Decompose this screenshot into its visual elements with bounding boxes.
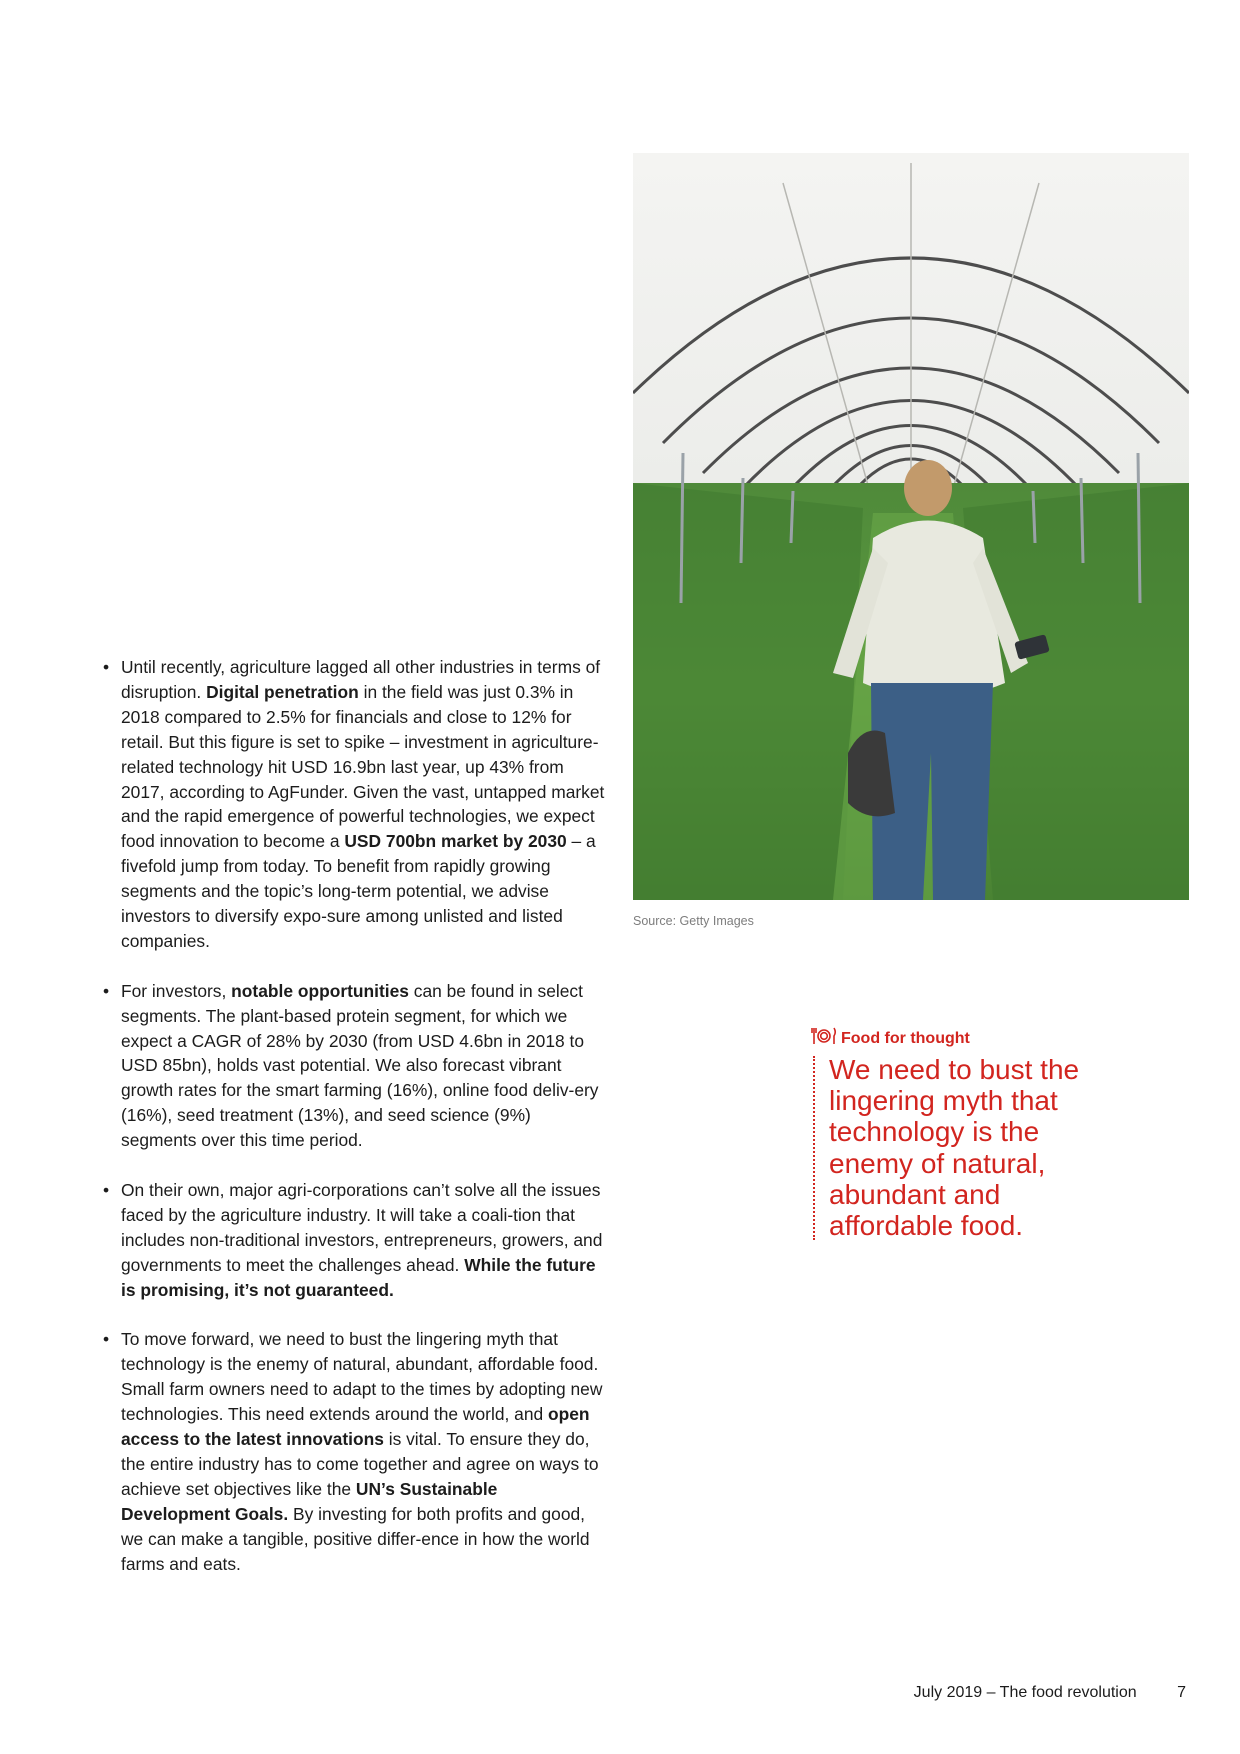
bullet-item: [100, 655, 610, 954]
bullet-dot: •: [103, 1180, 110, 1200]
text-segment: On their own, major agri-corporations can’t solve all the issues faced by the agriculture industry. It will take a coali-tion that includes non-traditional investors, entrepreneurs, growers, and governments to meet the challenges ahead.: [121, 1180, 603, 1275]
quote-heading-label: Food for thought: [841, 1029, 970, 1047]
text-segment: For investors,: [121, 980, 232, 1001]
quote-dotted-rule: [813, 1056, 815, 1240]
text-segment: can be found in select segments. The plant-based protein segment, for which we expect a CAGR of 28% by 2030 (from USD 4.6bn in 2018 to USD 85bn), holds vast potential. We also forecast vibrant growth rates for the smart farming (16%), online food deliv-ery (16%), seed treatment (13%), and seed science (9%) segments over this time period.: [121, 980, 599, 1151]
text-segment: By investing for both profits and good, we can make a tangible, positive differ-ence in how the world farms and eats.: [121, 1503, 590, 1574]
bullet-list: [100, 655, 610, 1601]
bullet-dot: •: [103, 657, 110, 677]
greenhouse-illustration: [633, 153, 1189, 900]
bold-segment: While the future is promising, it’s not guaranteed.: [121, 1254, 596, 1300]
bullet-dot: •: [103, 1329, 110, 1350]
bullet-text: [121, 1180, 602, 1300]
bullet-text: [121, 981, 598, 1150]
quote-heading: [811, 1027, 970, 1050]
bold-segment: notable opportunities: [231, 980, 409, 1001]
photo-caption: Source: Getty Images: [633, 914, 754, 928]
bold-segment: USD 700bn market by 2030: [344, 831, 567, 852]
pull-quote: We need to bust the lingering myth that technology is the enemy of natural, abundant and affordable food.: [829, 1054, 1080, 1242]
bullet-item: [100, 1178, 610, 1303]
text-segment: in the field was just 0.3% in 2018 compared to 2.5% for financials and close to 12% for retail. But this figure is set to spike – investment in agriculture-related technology hit USD 16.9bn last year, up 43% from 2017, according to AgFunder. Given the vast, untapped market and the rapid emergence of powerful technologies, we expect food innovation to become a: [121, 681, 605, 852]
bold-segment: UN’s Sustainable Development Goals.: [121, 1478, 498, 1524]
bold-segment: Digital penetration: [206, 681, 359, 702]
text-segment: Until recently, agriculture lagged all other industries in terms of disruption.: [121, 657, 601, 702]
bold-segment: open access to the latest innovations: [121, 1404, 590, 1450]
bullet-text: [121, 657, 604, 951]
bullet-item: [100, 979, 610, 1153]
greenhouse-photo: [633, 153, 1189, 900]
bullet-dot: •: [103, 980, 110, 1001]
page-number: 7: [1177, 1684, 1186, 1701]
text-segment: To move forward, we need to bust the lingering myth that technology is the enemy of natural, abundant, affordable food. Small farm owners need to adapt to the times by adopting new technologies. This need extends around the world, and: [121, 1329, 603, 1425]
bullet-text: [121, 1329, 602, 1573]
text-segment: – a fivefold jump from today. To benefit from rapidly growing segments and the topic’s long-term potential, we advise investors to diversify expo-sure among unlisted and listed companies.: [121, 831, 596, 951]
text-segment: is vital. To ensure they do, the entire industry has to come together and agree on ways to achieve set objectives like the: [121, 1429, 599, 1499]
page-footer: [0, 1684, 1186, 1702]
bullet-item: [100, 1327, 610, 1576]
footer-title: July 2019 – The food revolution: [913, 1684, 1137, 1701]
plate-cutlery-icon: [811, 1027, 837, 1050]
